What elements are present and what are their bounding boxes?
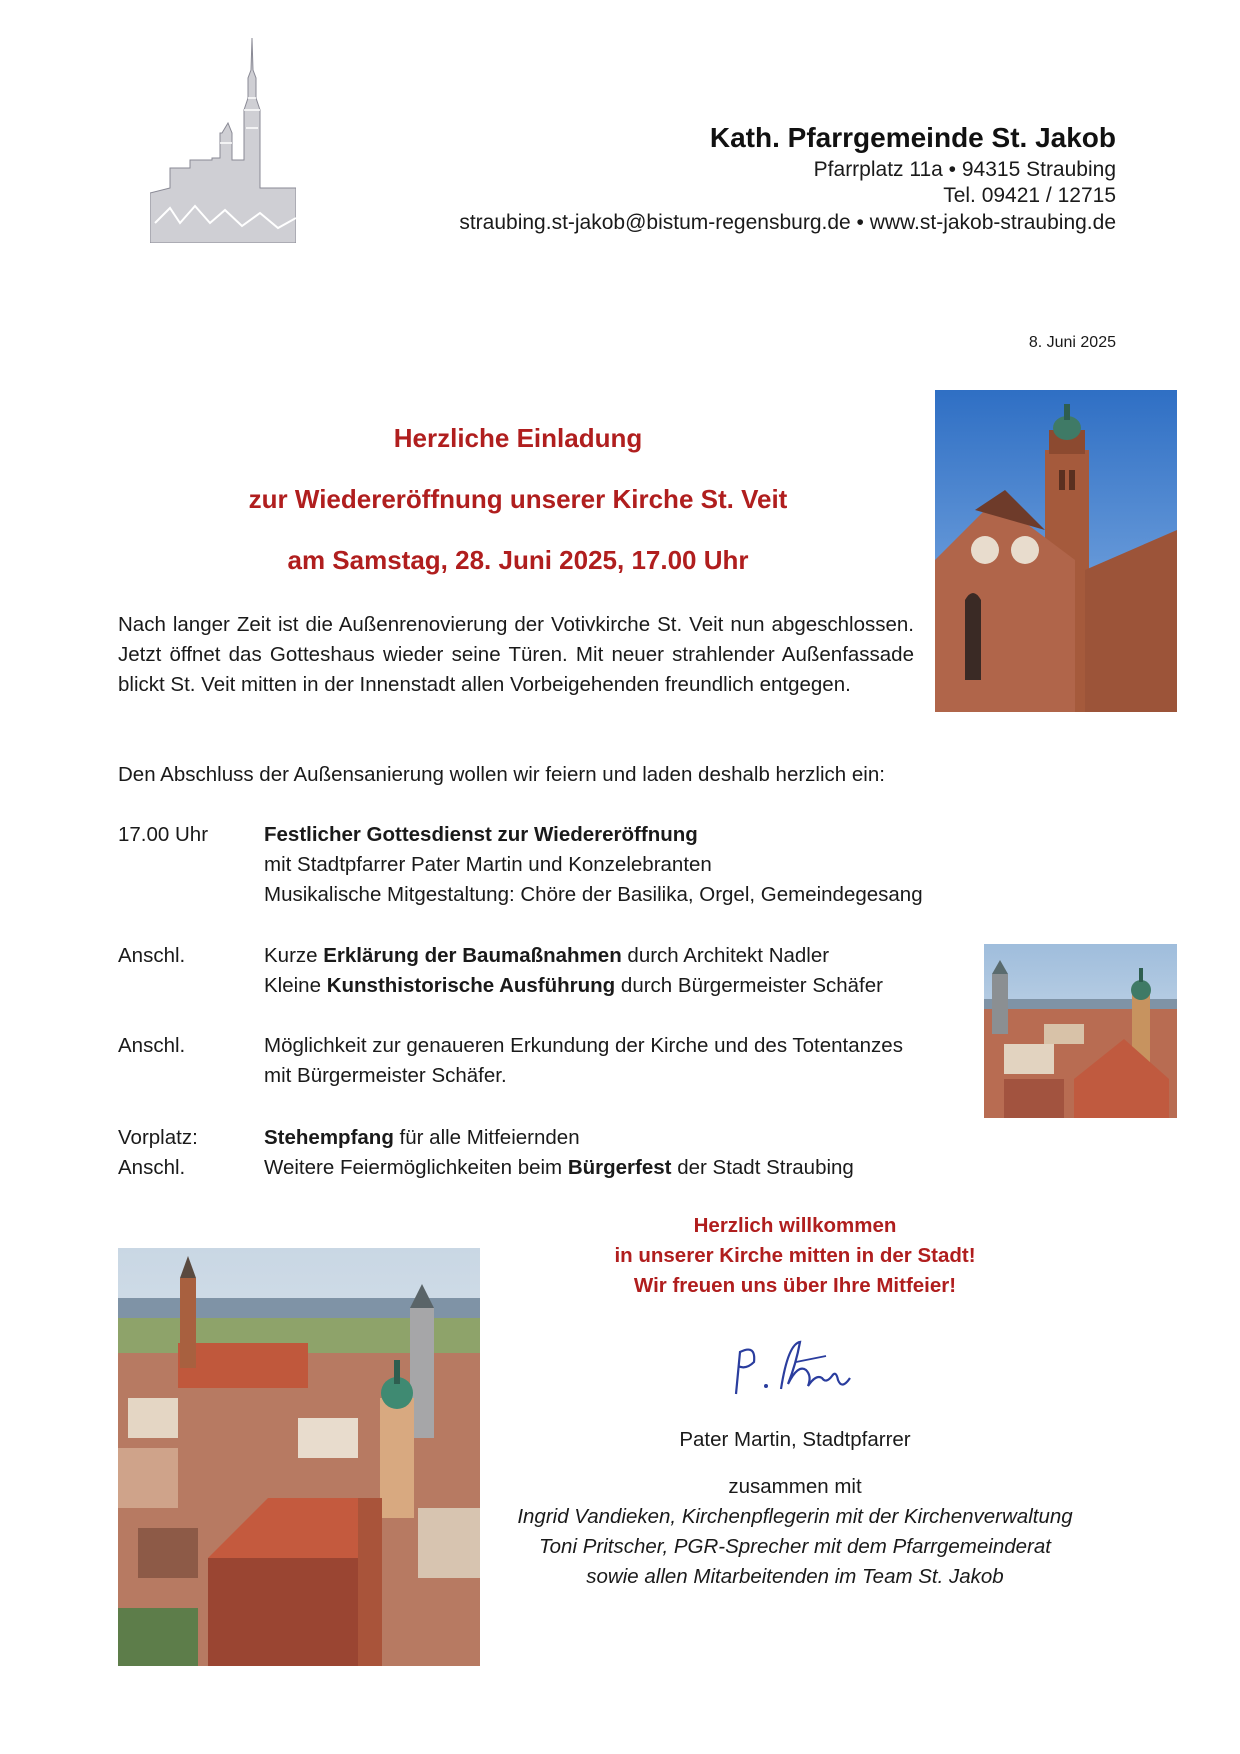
program-time: Vorplatz: xyxy=(118,1126,198,1149)
together-with: zusammen mit xyxy=(728,1475,862,1498)
program-detail xyxy=(264,971,1024,1001)
program-time: Anschl. xyxy=(118,944,186,967)
lead-paragraph: Den Abschluss der Außensanierung wollen wir feiern und laden deshalb herzlich ein: xyxy=(118,763,885,786)
invitation-heading: Herzliche Einladung xyxy=(393,423,643,453)
handwritten-signature xyxy=(726,1334,866,1414)
program-item xyxy=(118,1123,1018,1153)
program-detail: Möglichkeit zur genaueren Erkundung der Kirche und des Totentanzes xyxy=(264,1034,903,1057)
program-detail xyxy=(264,941,1024,971)
parish-address: Pfarrplatz 11a • 94315 Straubing xyxy=(813,158,1116,181)
town-view-photo xyxy=(984,944,1177,1118)
text-fragment: durch Bürgermeister Schäfer xyxy=(615,974,883,997)
program-detail: mit Stadtpfarrer Pater Martin und Konzelebranten xyxy=(264,853,712,876)
text-fragment-bold: Bürgerfest xyxy=(567,1156,672,1179)
program-item xyxy=(118,941,1018,1003)
parish-logo xyxy=(150,38,296,243)
letter-date: 8. Juni 2025 xyxy=(1028,334,1116,351)
program-time: 17.00 Uhr xyxy=(118,823,209,846)
program-detail xyxy=(264,1153,1024,1183)
welcome-line: Wir freuen uns über Ihre Mitfeier! xyxy=(633,1274,957,1297)
welcome-line: in unserer Kirche mitten in der Stadt! xyxy=(614,1244,976,1267)
program-item xyxy=(118,1031,1018,1093)
text-fragment: der Stadt Straubing xyxy=(671,1156,854,1179)
parish-phone: Tel. 09421 / 12715 xyxy=(943,184,1116,207)
intro-paragraph: Nach langer Zeit ist die Außenrenovierung der Votivkirche St. Veit nun abgeschlossen. Jetzt öffnet das Gotteshaus wieder seine Türen. Mit neuer strahlender Außenfassade blickt St. Veit mitten in der Innenstadt allen Vorbeigehenden freundlich entgegen. xyxy=(118,613,914,696)
co-signatory: Ingrid Vandieken, Kirchenpflegerin mit der Kirchenverwaltung xyxy=(517,1505,1073,1528)
church-tower-photo xyxy=(935,390,1177,712)
text-fragment-bold: Stehempfang xyxy=(264,1126,394,1149)
text-fragment-bold: Kunsthistorische Ausführung xyxy=(326,974,616,997)
signatory-name: Pater Martin, Stadtpfarrer xyxy=(679,1428,911,1451)
parish-contact: straubing.st-jakob@bistum-regensburg.de • www.st-jakob-straubing.de xyxy=(459,211,1116,234)
parish-name: Kath. Pfarrgemeinde St. Jakob xyxy=(709,122,1116,153)
text-fragment: Weitere Feiermöglichkeiten beim xyxy=(264,1156,568,1179)
text-fragment: Kurze xyxy=(264,944,324,967)
program-detail xyxy=(264,1123,1024,1153)
program-item xyxy=(118,1153,1018,1183)
text-fragment: für alle Mitfeiernden xyxy=(393,1126,580,1149)
program-time: Anschl. xyxy=(118,1034,186,1057)
program-item xyxy=(118,820,1018,912)
invitation-subheading: zur Wiedereröffnung unserer Kirche St. Veit xyxy=(248,484,788,514)
welcome-line: Herzlich willkommen xyxy=(693,1214,897,1237)
program-detail: Musikalische Mitgestaltung: Chöre der Basilika, Orgel, Gemeindegesang xyxy=(264,883,923,906)
aerial-city-photo xyxy=(118,1248,480,1666)
text-fragment-bold: Erklärung der Baumaßnahmen xyxy=(323,944,622,967)
program-detail: mit Bürgermeister Schäfer. xyxy=(264,1064,507,1087)
invitation-datetime: am Samstag, 28. Juni 2025, 17.00 Uhr xyxy=(287,545,749,575)
text-fragment: Kleine xyxy=(264,974,327,997)
program-time: Anschl. xyxy=(118,1156,186,1179)
text-fragment: durch Architekt Nadler xyxy=(621,944,830,967)
co-signatory: sowie allen Mitarbeitenden im Team St. Jakob xyxy=(586,1565,1004,1588)
program-title: Festlicher Gottesdienst zur Wiedereröffnung xyxy=(264,823,698,846)
co-signatory: Toni Pritscher, PGR-Sprecher mit dem Pfarrgemeinderat xyxy=(539,1535,1051,1558)
